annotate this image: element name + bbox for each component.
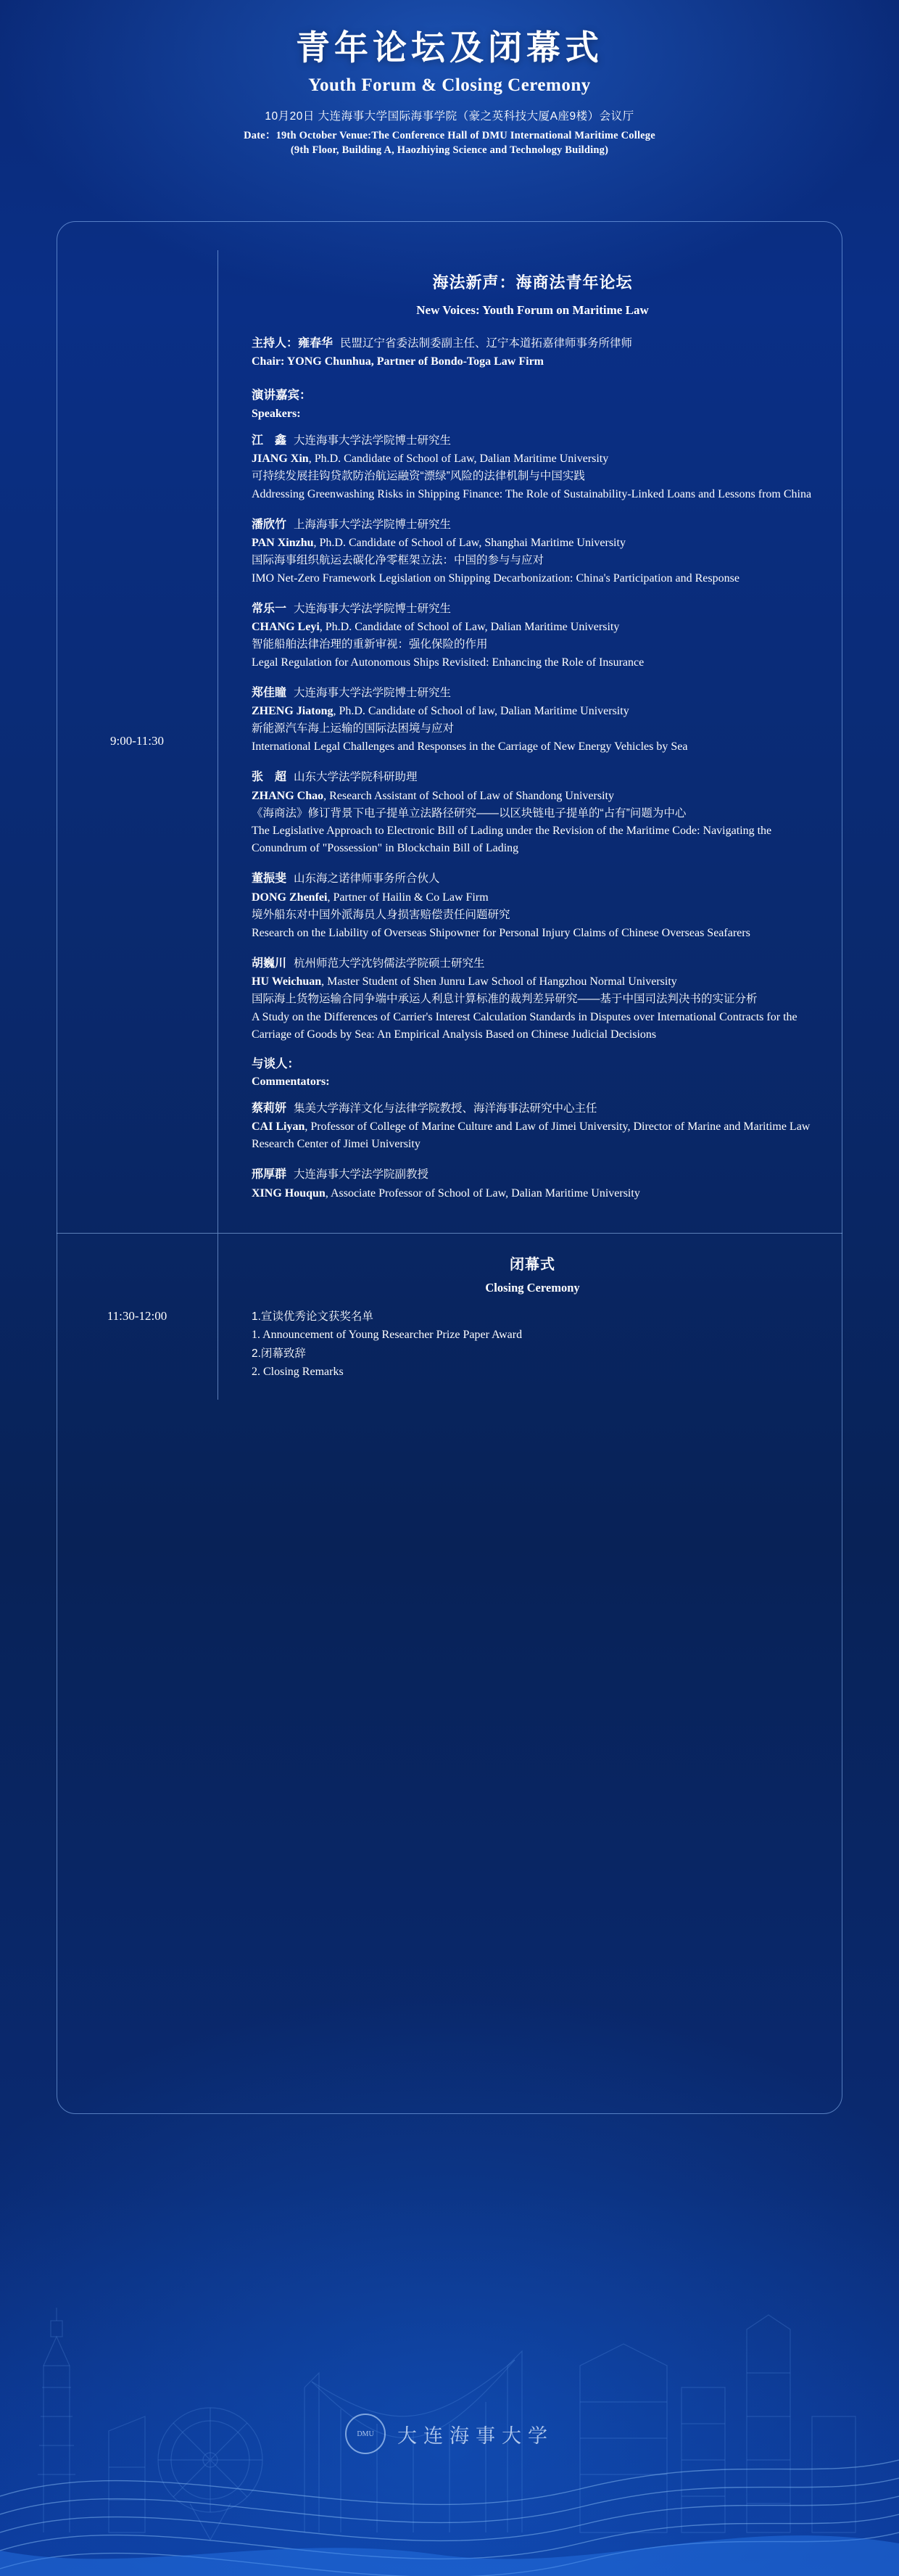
speaker-name-en: ZHENG Jiatong (252, 705, 334, 718)
speaker-item (252, 431, 813, 503)
commentator-item (252, 1165, 813, 1202)
commentator-affil-cn: 大连海事大学法学院副教授 (294, 1168, 429, 1181)
speaker-topic-en: Legal Regulation for Autonomous Ships Revisited: Enhancing the Role of Insurance (252, 656, 645, 669)
speaker-affil-en: , Ph.D. Candidate of School of Law, Shanghai Maritime University (313, 537, 626, 550)
university-name: 大连海事大学 (397, 2424, 554, 2447)
session-title-cn: 海法新声：海商法青年论坛 (432, 273, 633, 292)
chair-block (252, 334, 813, 371)
speaker-item (252, 767, 813, 857)
table-row (57, 1233, 842, 1400)
speaker-affil-cn: 山东海之诺律师事务所合伙人 (294, 872, 440, 886)
speaker-topic-cn: 国际海事组织航运去碳化净零框架立法：中国的参与与应对 (252, 554, 544, 567)
event-meta-en-line1: Date：19th October Venue:The Conference Hall of DMU International Maritime College (244, 130, 655, 142)
speaker-topic-cn: 智能船舶法律治理的重新审视：强化保险的作用 (252, 638, 488, 651)
chair-affil-cn: 民盟辽宁省委法制委副主任、辽宁本道拓嘉律师事务所律师 (340, 337, 633, 350)
speaker-item (252, 683, 813, 756)
closing-item-cn: 2.闭幕致辞 (252, 1347, 306, 1360)
speaker-topic-en: A Study on the Differences of Carrier's Interest Calculation Standards in Disputes over International Contracts for the Carriage of Goods by Sea: An Empirical Analysis Based on Chinese Judicial Decisions (252, 1010, 798, 1041)
commentator-name-cn: 蔡莉妍 (252, 1102, 287, 1115)
speaker-name-en: ZHANG Chao (252, 789, 324, 802)
speaker-affil-cn: 上海海事大学法学院博士研究生 (294, 518, 452, 531)
speaker-name-cn: 江 鑫 (252, 434, 287, 447)
speaker-name-en: HU Weichuan (252, 975, 322, 988)
speaker-name-cn: 潘欣竹 (252, 518, 287, 531)
speakers-label-cn: 演讲嘉宾： (252, 389, 312, 402)
speaker-name-en: CHANG Leyi (252, 621, 320, 634)
speaker-topic-en: Addressing Greenwashing Risks in Shipping Finance: The Role of Sustainability-Linked Loans and Lessons from China (252, 487, 812, 500)
chair-line-cn (252, 334, 813, 353)
closing-title-en: Closing Ceremony (485, 1280, 580, 1295)
commentator-name-cn: 邢厚群 (252, 1168, 287, 1181)
speaker-topic-cn: 可持续发展挂钩贷款防治航运融资“漂绿”风险的法律机制与中国实践 (252, 470, 585, 483)
closing-time: 11:30-12:00 (107, 1309, 167, 1324)
speaker-topic-en: International Legal Challenges and Responses in the Carriage of New Energy Vehicles by Sea (252, 740, 688, 754)
speakers-label-en: Speakers: (252, 407, 301, 420)
speaker-topic-en: Research on the Liability of Overseas Shipowner for Personal Injury Claims of Chinese Overseas Seafarers (252, 926, 750, 939)
table-row (57, 250, 842, 1233)
chair-name-cn: 雍春华 (298, 337, 334, 350)
speaker-name-cn: 郑佳瞳 (252, 687, 287, 700)
speaker-item (252, 599, 813, 672)
speaker-topic-cn: 国际海上货物运输合同争端中承运人利息计算标准的裁判差异研究——基于中国司法判决书的实证分析 (252, 992, 758, 1005)
speaker-affil-en: , Partner of Hailin & Co Law Firm (327, 891, 489, 904)
commentator-affil-en: , Professor of College of Marine Culture and Law of Jimei University, Director of Marine and Maritime Law Research Center of Jimei University (252, 1120, 811, 1151)
closing-content (218, 1234, 842, 1400)
poster-header (0, 0, 899, 157)
commentator-item (252, 1099, 813, 1153)
commentator-name-en: CAI Liyan (252, 1120, 305, 1134)
speaker-topic-en: IMO Net-Zero Framework Legislation on Shipping Decarbonization: China's Participation and Response (252, 571, 740, 585)
speaker-item (252, 954, 813, 1044)
speaker-name-en: PAN Xinzhu (252, 537, 314, 550)
speaker-affil-en: , Master Student of Shen Junru Law School of Hangzhou Normal University (321, 975, 677, 988)
session-content (218, 250, 842, 1233)
speaker-affil-en: , Research Assistant of School of Law of Shandong University (323, 789, 614, 802)
closing-item-cn: 1.宣读优秀论文获奖名单 (252, 1310, 373, 1323)
university-seal-icon: DMU (345, 2414, 386, 2454)
speaker-item (252, 515, 813, 587)
speaker-affil-cn: 大连海事大学法学院博士研究生 (294, 434, 452, 447)
commentators-heading (252, 1055, 813, 1091)
speaker-name-cn: 张 超 (252, 771, 287, 784)
event-meta-en-line2: (9th Floor, Building A, Haozhiying Science and Technology Building) (290, 144, 609, 157)
closing-item-en: 1. Announcement of Young Researcher Prize Paper Award (252, 1328, 523, 1341)
speaker-affil-cn: 大连海事大学法学院博士研究生 (294, 687, 452, 700)
speaker-affil-en: , Ph.D. Candidate of School of Law, Dalian Maritime University (319, 621, 620, 634)
chair-line-en: Chair: YONG Chunhua, Partner of Bondo-Toga Law Firm (252, 355, 544, 368)
speaker-name-cn: 董振斐 (252, 872, 287, 886)
speaker-name-en: JIANG Xin (252, 453, 309, 466)
speaker-topic-cn: 《海商法》修订背景下电子提单立法路径研究——以区块链电子提单的“占有”问题为中心 (252, 806, 687, 820)
speakers-heading (252, 387, 813, 423)
speaker-affil-cn: 大连海事大学法学院博士研究生 (294, 602, 452, 615)
session-title-en: New Voices: Youth Forum on Maritime Law (416, 303, 649, 317)
commentators-label-cn: 与谈人： (252, 1057, 299, 1070)
chair-label-cn: 主持人： (252, 337, 299, 350)
page-title-en: Youth Forum & Closing Ceremony (308, 75, 591, 96)
speaker-affil-cn: 杭州师范大学沈钧儒法学院硕士研究生 (294, 957, 485, 970)
closing-title-cn: 闭幕式 (510, 1256, 555, 1273)
wave-decoration (0, 2358, 899, 2576)
commentators-label-en: Commentators: (252, 1076, 330, 1089)
speaker-name-en: DONG Zhenfei (252, 891, 328, 904)
speaker-affil-en: , Ph.D. Candidate of School of law, Dalian Maritime University (333, 705, 629, 718)
event-meta-cn: 10月20日 大连海事大学国际海事学院（豪之英科技大厦A座9楼）会议厅 (265, 110, 634, 123)
speaker-affil-en: , Ph.D. Candidate of School of Law, Dalian Maritime University (308, 453, 609, 466)
session-time: 9:00-11:30 (110, 734, 164, 748)
speaker-item (252, 869, 813, 941)
speaker-name-cn: 常乐一 (252, 602, 287, 615)
speaker-name-cn: 胡巍川 (252, 957, 287, 970)
footer-logo (0, 2414, 899, 2454)
commentator-affil-en: , Associate Professor of School of Law, Dalian Maritime University (325, 1186, 640, 1200)
page-title-cn: 青年论坛及闭幕式 (296, 28, 603, 67)
commentator-affil-cn: 集美大学海洋文化与法律学院教授、海洋海事法研究中心主任 (294, 1102, 597, 1115)
commentator-name-en: XING Houqun (252, 1186, 326, 1200)
speaker-topic-cn: 新能源汽车海上运输的国际法困境与应对 (252, 722, 455, 735)
closing-item-en: 2. Closing Remarks (252, 1365, 344, 1378)
speaker-topic-en: The Legislative Approach to Electronic Bill of Lading under the Revision of the Maritime Code: Navigating the Conundrum of "Possession" in Blockchain Bill of Lading (252, 825, 772, 855)
speaker-topic-cn: 境外船东对中国外派海员人身损害赔偿责任问题研究 (252, 908, 510, 921)
speaker-affil-cn: 山东大学法学院科研助理 (294, 771, 418, 784)
schedule-table (57, 250, 842, 1400)
